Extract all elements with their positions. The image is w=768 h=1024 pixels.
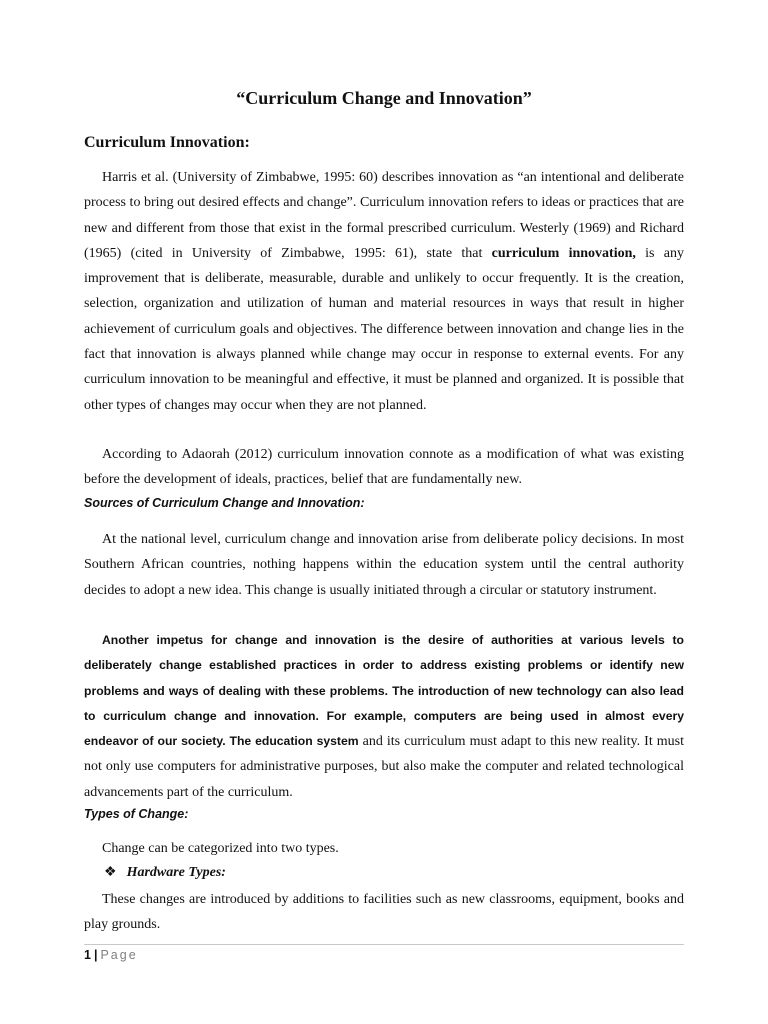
bold-impetus-text: Another impetus for change and innovation is the desire of authorities at various levels to deliberately change established practices in order to address existing problems or identify new problems and ways of dealing with these problems. The introduction of new technology can also lead to curriculum change and innovation. For example, computers are being used in almost every endeavor of our society. The education system xyxy=(84,633,684,749)
paragraph-adaorah: According to Adaorah (2012) curriculum innovation connote as a modification of what was existing before the development of ideals, practices, belief that are fundamentally new. xyxy=(84,447,684,488)
paragraph-impetus xyxy=(84,628,684,805)
bullet-hardware-types xyxy=(104,864,226,881)
subheading-sources: Sources of Curriculum Change and Innovation: xyxy=(84,496,365,510)
page-footer xyxy=(84,948,138,962)
subheading-types-of-change: Types of Change: xyxy=(84,807,189,821)
paragraph-hardware-description: These changes are introduced by additions to facilities such as new classrooms, equipment, books and play grounds. xyxy=(84,892,684,933)
paragraph-text: and its curriculum must adapt to this new reality. It must not only use computers for administrative purposes, but also make the computer and related technological advancements part of the curriculum. xyxy=(84,734,684,800)
paragraph-text: is any improvement that is deliberate, measurable, durable and unlikely to occur frequently. It is the creation, selection, organization and utilization of human and material resources in ways that result in higher achievement of curriculum goals and objectives. The difference between innovation and change lies in the fact that innovation is always planned while change may occur in response to external events. For any curriculum innovation to be meaningful and effective, it must be planned and organized. It is possible that other types of changes may occur when they are not planned. xyxy=(84,245,684,413)
footer-separator: | xyxy=(93,948,98,962)
bullet-label: Hardware Types: xyxy=(126,865,226,880)
document-title: “Curriculum Change and Innovation” xyxy=(236,88,532,108)
page-number: 1 xyxy=(84,948,91,962)
paragraph-national-level: At the national level, curriculum change and innovation arise from deliberate policy decisions. In most Southern African countries, nothing happens within the education system until the central authority decides to adopt a new idea. This change is usually initiated through a circular or statutory instrument. xyxy=(84,532,684,598)
paragraph-two-types: Change can be categorized into two types. xyxy=(102,841,339,856)
paragraph-innovation-definition xyxy=(84,165,684,418)
section-heading-curriculum-innovation: Curriculum Innovation: xyxy=(84,134,250,151)
page-label: Page xyxy=(100,948,138,962)
footer-divider xyxy=(84,944,684,945)
diamond-bullet-icon: ❖ xyxy=(104,865,117,880)
bold-term-curriculum-innovation: curriculum innovation, xyxy=(491,245,636,261)
paragraph-text: Harris et al. (University of Zimbabwe, 1995: 60) describes innovation as “an intentional and deliberate process to bring out desired effects and change”. Curriculum innovation refers to ideas or practices that are new and different from those that exist in the formal prescribed curriculum. Westerly (1969) and Richard (1965) (cited in University of Zimbabwe, 1995: 61), state that xyxy=(84,170,684,261)
